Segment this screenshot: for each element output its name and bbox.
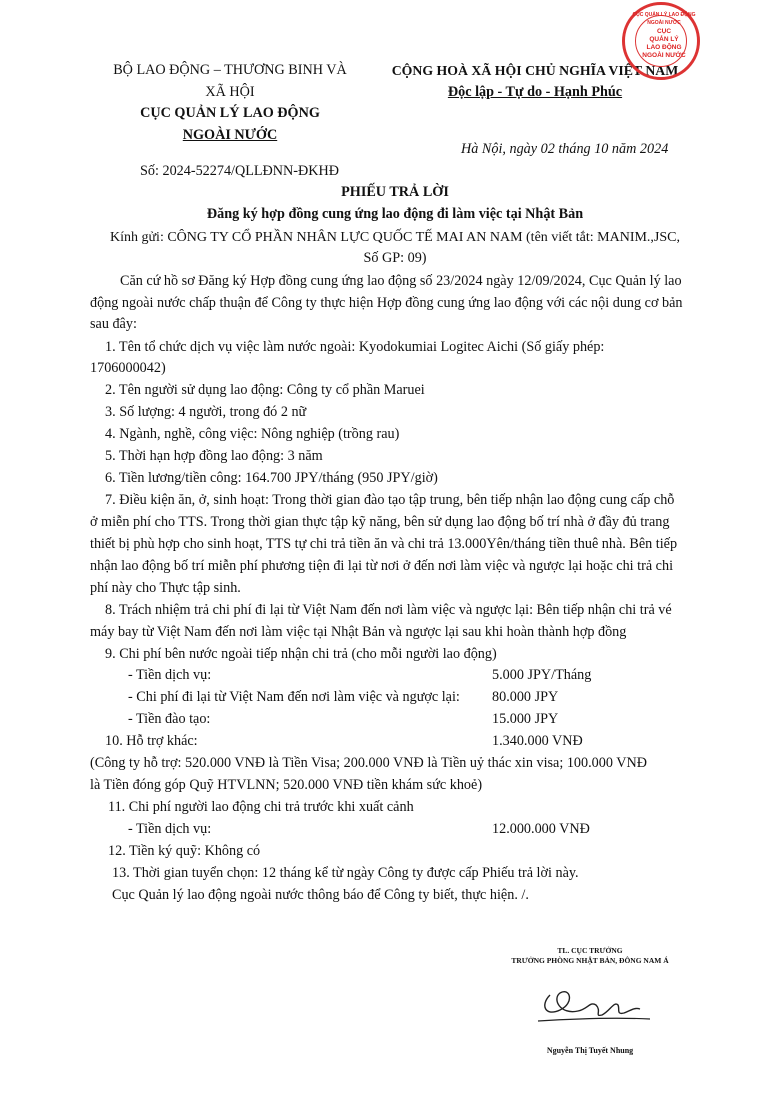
- ministry-line-1: BỘ LAO ĐỘNG – THƯƠNG BINH VÀ: [113, 62, 347, 78]
- issuing-ministry: [95, 60, 365, 146]
- item-1-line-2: 1706000042): [90, 360, 166, 376]
- intro-line-1: Căn cứ hồ sơ Đăng ký Hợp đồng cung ứng lao động số 23/2024 ngày 12/09/2024, Cục Quản lý lao: [120, 273, 682, 289]
- stamp-center-1: CỤC: [656, 28, 672, 35]
- intro-line-3: sau đây:: [90, 316, 137, 332]
- stamp-center-3: LAO ĐỘNG: [646, 44, 682, 51]
- official-stamp: [622, 2, 700, 80]
- item-7-line-4: nhận lao động bố trí miễn phí phương tiện đi lại từ nơi ở đến nơi làm việc và ngược lại hoặc chi trả chi: [90, 558, 674, 574]
- item-10-row: [90, 731, 700, 753]
- fee-label: - Tiền dịch vụ:: [128, 667, 212, 683]
- item-11-row: [90, 819, 700, 841]
- item-9-row: [90, 709, 700, 731]
- document-title: PHIẾU TRẢ LỜI: [341, 184, 449, 200]
- item-3: 3. Số lượng: 4 người, trong đó 2 nữ: [105, 404, 307, 420]
- signer-name: Nguyễn Thị Tuyết Nhung: [546, 1046, 634, 1055]
- fee-value: 5.000 JPY/Tháng: [492, 667, 592, 683]
- recipient-line-2: Số GP: 09): [363, 250, 427, 266]
- item-2: 2. Tên người sử dụng lao động: Công ty cổ phần Maruei: [105, 382, 425, 398]
- fee-value: 15.000 JPY: [492, 711, 559, 727]
- item-9-row: [90, 687, 700, 709]
- stamp-center-2: QUẢN LÝ: [649, 36, 679, 43]
- item-6: 6. Tiền lương/tiền công: 164.700 JPY/tháng (950 JPY/giờ): [105, 470, 438, 486]
- item-7-line-2: ở miễn phí cho TTS. Trong thời gian thực tập kỹ năng, bên sử dụng lao động bố trí nhà ở đầy đủ trang: [90, 514, 670, 530]
- item-1-line-1: 1. Tên tổ chức dịch vụ việc làm nước ngoài: Kyodokumiai Logitec Aichi (Số giấy phép:: [105, 339, 605, 355]
- item-8-line-1: 8. Trách nhiệm trả chi phí đi lại từ Việt Nam đến nơi làm việc và ngược lại: Bên tiếp nhận chi trả vé: [105, 602, 672, 618]
- item-7-line-1: 7. Điều kiện ăn, ở, sinh hoạt: Trong thời gian đào tạo tập trung, bên tiếp nhận lao động cung cấp chỗ: [105, 492, 675, 508]
- intro-line-2: động ngoài nước chấp thuận để Công ty thực hiện Hợp đồng cung ứng lao động với các nội dung cơ bản: [90, 295, 683, 311]
- item-5: 5. Thời hạn hợp đồng lao động: 3 năm: [105, 448, 323, 464]
- stamp-center-4: NGOÀI NƯỚC: [642, 52, 686, 59]
- item-8-line-2: máy bay từ Việt Nam đến nơi làm việc tại Nhật Bản và ngược lại sau khi hoàn thành hợp đồng: [90, 624, 627, 640]
- handwritten-signature: [530, 975, 660, 1035]
- item-9-row: [90, 665, 700, 687]
- fee-value: 80.000 JPY: [492, 689, 559, 705]
- department-line-1: CỤC QUẢN LÝ LAO ĐỘNG: [140, 105, 320, 121]
- item-13: 13. Thời gian tuyển chọn: 12 tháng kể từ ngày Công ty được cấp Phiếu trả lời này.: [112, 865, 579, 881]
- item-10-label: 10. Hỗ trợ khác:: [105, 733, 198, 749]
- item-11: 11. Chi phí người lao động chi trả trước khi xuất cảnh: [108, 799, 414, 815]
- stamp-ring-text: CỤC QUẢN LÝ LAO ĐỘNG NGOÀI NƯỚC: [632, 12, 696, 26]
- national-motto: Độc lập - Tự do - Hạnh Phúc: [447, 83, 623, 100]
- nation-name: CỘNG HOÀ XÃ HỘI CHỦ NGHĨA VIỆT NAM: [391, 63, 679, 78]
- item-9: 9. Chi phí bên nước ngoài tiếp nhận chi trả (cho mỗi người lao động): [105, 646, 497, 662]
- item-7-line-5: phí này cho Thực tập sinh.: [90, 580, 241, 596]
- item-10-detail-1: (Công ty hỗ trợ: 520.000 VNĐ là Tiền Visa; 200.000 VNĐ là Tiền uỷ thác xin visa; 100.000 VNĐ: [90, 755, 647, 771]
- signature-title-2: TRƯỞNG PHÒNG NHẬT BẢN, ĐÔNG NAM Á: [511, 956, 669, 965]
- item-10-detail-2: là Tiền đóng góp Quỹ HTVLNN; 520.000 VNĐ tiền khám sức khoẻ): [90, 777, 483, 793]
- place-date: Hà Nội, ngày 02 tháng 10 năm 2024: [461, 141, 669, 157]
- fee-value: 12.000.000 VNĐ: [492, 821, 590, 837]
- fee-label: - Tiền đào tạo:: [128, 711, 211, 727]
- signature-title-1: TL. CỤC TRƯỞNG: [557, 946, 623, 955]
- fee-label: - Tiền dịch vụ:: [128, 821, 212, 837]
- fee-label: - Chi phí đi lại từ Việt Nam đến nơi làm việc và ngược lại:: [128, 689, 460, 705]
- item-12: 12. Tiền ký quỹ: Không có: [108, 843, 261, 859]
- item-7-line-3: thiết bị phù hợp cho sinh hoạt, TTS tự chi trả tiền ăn và chi trả 13.000Yên/tháng tiền thuê nhà. Bên tiếp: [90, 536, 678, 552]
- document-subtitle: Đăng ký hợp đồng cung ứng lao động đi làm việc tại Nhật Bản: [206, 206, 584, 222]
- department-line-2: NGOÀI NƯỚC: [182, 126, 278, 143]
- recipient-line-1: Kính gửi: CÔNG TY CỔ PHẦN NHÂN LỰC QUỐC TẾ MAI AN NAM (tên viết tắt: MANIM.,JSC,: [109, 230, 681, 245]
- closing-line: Cục Quản lý lao động ngoài nước thông báo để Công ty biết, thực hiện. /.: [112, 887, 529, 903]
- item-4: 4. Ngành, nghề, công việc: Nông nghiệp (trồng rau): [105, 426, 400, 442]
- signature-title: [490, 946, 690, 966]
- item-10-value: 1.340.000 VNĐ: [492, 733, 583, 749]
- ministry-line-2: XÃ HỘI: [205, 83, 255, 100]
- document-number: Số: 2024-52274/QLLĐNN-ĐKHĐ: [140, 163, 340, 179]
